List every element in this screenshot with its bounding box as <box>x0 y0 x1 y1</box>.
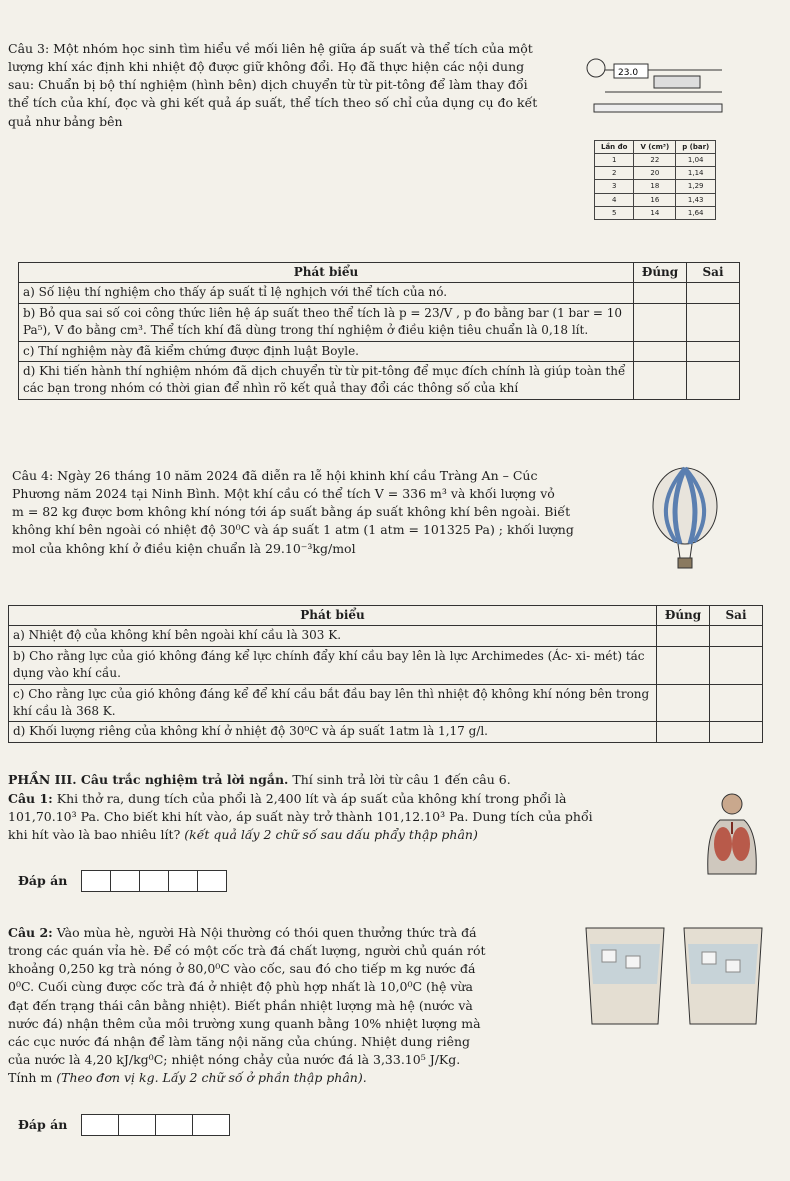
q4-line-1: Câu 4: Ngày 26 tháng 10 năm 2024 đã diễn ra lễ hội khinh khí cầu Tràng An – Cúc <box>12 468 538 483</box>
hot-air-balloon-figure <box>650 466 720 576</box>
q2-answer-row <box>18 1114 230 1136</box>
q2-text-1: Vào mùa hè, người Hà Nội thường có thói quen thưởng thức trà đá <box>52 925 477 940</box>
q2-line-1 <box>8 924 583 942</box>
q2-label: Câu 2: <box>8 925 53 940</box>
q3-line-5: quả như bảng bên <box>8 113 123 129</box>
cell: 20 <box>634 167 676 180</box>
false-checkbox-d[interactable] <box>687 361 740 399</box>
answer-box[interactable] <box>168 870 197 892</box>
q2-hint: (Theo đơn vị kg. Lấy 2 chữ số ở phần thập phân). <box>56 1070 367 1085</box>
q3-line-3: sau: Chuẩn bị bộ thí nghiệm (hình bên) dịch chuyển từ từ pit-tông để làm thay đổi <box>8 77 528 93</box>
data-col-lan: Lần đo <box>595 141 634 154</box>
q2-line-8: của nước là 4,20 kJ/kg⁰C; nhiệt nóng chảy của nước đá là 3,33.10⁵ J/Kg. <box>8 1051 461 1067</box>
q1-line-3 <box>8 826 668 844</box>
tf-header-true: Đúng <box>657 606 710 626</box>
q2-text-9: Tính m <box>8 1070 57 1085</box>
answer-box[interactable] <box>118 1114 155 1136</box>
lungs-icon <box>700 792 764 876</box>
q1-block <box>8 790 668 844</box>
part3-heading <box>8 771 708 789</box>
cell: 5 <box>595 206 634 219</box>
table-row <box>595 206 716 219</box>
gauge-reading: 23.0 <box>618 68 639 78</box>
statement-d: d) Khối lượng riêng của không khí ở nhiệt độ 30⁰C và áp suất 1atm là 1,17 g/l. <box>9 722 657 742</box>
tf-header-statement: Phát biểu <box>9 606 657 626</box>
q2-line-2: trong các quán vỉa hè. Để có một cốc trà đá chất lượng, người chủ quán rót <box>8 943 486 959</box>
q3-apparatus-figure <box>584 42 734 122</box>
answer-box[interactable] <box>155 1114 192 1136</box>
answer-box[interactable] <box>81 1114 118 1136</box>
cell: 1,43 <box>676 193 716 206</box>
cell: 3 <box>595 180 634 193</box>
ice-tea-glasses-figure <box>582 924 766 1030</box>
false-checkbox-c[interactable] <box>710 684 763 722</box>
tf-header-true: Đúng <box>634 263 687 283</box>
q4-line-2: Phương năm 2024 tại Ninh Bình. Một khí cầu có thể tích V = 336 m³ và khối lượng vỏ <box>12 486 555 502</box>
q4-line-5: mol của không khí ở điều kiện chuẩn là 29.10⁻³kg/mol <box>12 540 356 556</box>
tf-header-false: Sai <box>710 606 763 626</box>
q2-line-7: các cục nước đá nhận để làm tăng nội năng của chúng. Nhiệt dung riêng <box>8 1033 471 1049</box>
false-checkbox-a[interactable] <box>710 626 763 646</box>
answer-box[interactable] <box>139 870 168 892</box>
cell: 1,29 <box>676 180 716 193</box>
statement-b: b) Cho rằng lực của gió không đáng kể lực chính đẩy khí cầu bay lên là lực Archimedes (Ác- xi- mét) tác dụng vào khí cầu. <box>9 646 657 684</box>
q3-line-2: lượng khí xác định khi nhiệt độ được giữ không đổi. Họ đã thực hiện các nội dung <box>8 59 525 75</box>
q3-data-table-wrap <box>594 140 716 220</box>
tf-header-statement: Phát biểu <box>19 263 634 283</box>
q2-line-3: khoảng 0,250 kg trà nóng ở 80,0⁰C vào cốc, sau đó cho tiếp m kg nước đá <box>8 961 476 977</box>
q2-line-6: nước đá) nhận thêm của môi trường xung quanh bằng 10% nhiệt lượng mà <box>8 1015 481 1031</box>
statement-a: a) Nhiệt độ của không khí bên ngoài khí cầu là 303 K. <box>9 626 657 646</box>
cell: 14 <box>634 206 676 219</box>
cell: 4 <box>595 193 634 206</box>
table-row <box>595 180 716 193</box>
statement-a: a) Số liệu thí nghiệm cho thấy áp suất tỉ lệ nghịch với thể tích của nó. <box>19 283 634 303</box>
false-checkbox-d[interactable] <box>710 722 763 742</box>
false-checkbox-a[interactable] <box>687 283 740 303</box>
true-checkbox-c[interactable] <box>657 684 710 722</box>
part3-title: PHẦN III. Câu trắc nghiệm trả lời ngắn. <box>8 772 289 787</box>
q1-line-2: 101,70.10³ Pa. Cho biết khi hít vào, áp suất này trở thành 101,12.10³ Pa. Dung tích của phổi <box>8 809 593 825</box>
true-checkbox-a[interactable] <box>657 626 710 646</box>
cell: 1,04 <box>676 154 716 167</box>
q1-answer-boxes <box>81 870 227 892</box>
statement-c: c) Cho rằng lực của gió không đáng kể để khí cầu bắt đầu bay lên thì nhiệt độ không khí nóng bên trong khí cầu là 368 K. <box>9 684 657 722</box>
true-checkbox-b[interactable] <box>634 303 687 341</box>
answer-box[interactable] <box>192 1114 230 1136</box>
cell: 1 <box>595 154 634 167</box>
cell: 1,14 <box>676 167 716 180</box>
table-row <box>19 303 740 341</box>
q4-line-3: m = 82 kg được bơm không khí nóng tới áp suất bằng áp suất không khí bên ngoài. Biết <box>12 504 571 520</box>
q3-data-table <box>594 140 716 220</box>
q2-answer-label: Đáp án <box>18 1116 68 1132</box>
q1-hint: (kết quả lấy 2 chữ số sau dấu phẩy thập phân) <box>184 827 478 843</box>
q1-answer-label: Đáp án <box>18 872 68 888</box>
table-row <box>595 193 716 206</box>
q3-tf-table <box>18 262 740 400</box>
true-checkbox-a[interactable] <box>634 283 687 303</box>
q2-answer-boxes <box>81 1114 230 1136</box>
syringe-gauge-icon <box>584 42 734 122</box>
answer-box[interactable] <box>110 870 139 892</box>
true-checkbox-d[interactable] <box>657 722 710 742</box>
statement-d: d) Khi tiến hành thí nghiệm nhóm đã dịch chuyển từ từ pit-tông để mục đích chính là giúp toàn thể các bạn trong nhóm có thời gian để nhìn rõ kết quả thay đổi các thông số của khí <box>19 361 634 399</box>
cell: 1,64 <box>676 206 716 219</box>
statement-c: c) Thí nghiệm này đã kiểm chứng được định luật Boyle. <box>19 341 634 361</box>
tf-header-false: Sai <box>687 263 740 283</box>
true-checkbox-b[interactable] <box>657 646 710 684</box>
table-row <box>9 626 763 646</box>
false-checkbox-b[interactable] <box>687 303 740 341</box>
hot-air-balloon-icon <box>650 466 720 576</box>
cell: 16 <box>634 193 676 206</box>
true-checkbox-c[interactable] <box>634 341 687 361</box>
q1-line-1 <box>8 790 668 808</box>
q2-line-5: đạt đến trạng thái cân bằng nhiệt). Biết phần nhiệt lượng mà hệ (nước và <box>8 997 473 1013</box>
table-row <box>19 283 740 303</box>
q3-line-1: Câu 3: Một nhóm học sinh tìm hiểu về mối liên hệ giữa áp suất và thể tích của một <box>8 41 533 56</box>
q1-label: Câu 1: <box>8 791 53 806</box>
table-row <box>19 341 740 361</box>
data-col-p: p (bar) <box>676 141 716 154</box>
table-row <box>595 167 716 180</box>
cell: 18 <box>634 180 676 193</box>
table-row <box>595 154 716 167</box>
false-checkbox-c[interactable] <box>687 341 740 361</box>
ice-tea-glass-icon <box>582 924 766 1030</box>
false-checkbox-b[interactable] <box>710 646 763 684</box>
data-col-v: V (cm³) <box>634 141 676 154</box>
q3-intro <box>8 40 588 131</box>
table-row <box>9 646 763 684</box>
q3-line-4: thể tích của khí, đọc và ghi kết quả áp suất, thể tích theo số chỉ của dụng cụ đo kết <box>8 95 538 111</box>
q1-text-3: khi hít vào là bao nhiêu lít? <box>8 827 185 843</box>
answer-box[interactable] <box>81 870 110 892</box>
table-row <box>19 361 740 399</box>
q4-tf-table <box>8 605 763 743</box>
q2-block <box>8 924 583 1087</box>
answer-box[interactable] <box>197 870 227 892</box>
q1-answer-row <box>18 870 227 892</box>
cell: 2 <box>595 167 634 180</box>
true-checkbox-d[interactable] <box>634 361 687 399</box>
part3-instruction: Thí sinh trả lời từ câu 1 đến câu 6. <box>288 772 511 787</box>
q2-line-4: 0⁰C. Cuối cùng được cốc trà đá ở nhiệt độ phù hợp nhất là 10,0⁰C (hệ vừa <box>8 979 473 995</box>
cell: 22 <box>634 154 676 167</box>
q1-text-1: Khi thở ra, dung tích của phổi là 2,400 lít và áp suất của không khí trong phổi là <box>52 791 567 806</box>
q4-intro <box>12 467 642 558</box>
table-row <box>9 722 763 742</box>
lungs-figure <box>700 792 764 876</box>
statement-b: b) Bỏ qua sai số coi công thức liên hệ áp suất theo thể tích là p = 23/V , p đo bằng bar (1 bar = 10 Pa⁵), V đo bằng cm³. Thể tích khí đã dùng trong thí nghiệm ở điều kiện tiêu chuẩn là 0,18 lít. <box>19 303 634 341</box>
q2-line-9 <box>8 1069 583 1087</box>
table-row <box>9 684 763 722</box>
q4-line-4: không khí bên ngoài có nhiệt độ 30⁰C và áp suất 1 atm (1 atm = 101325 Pa) ; khối lượng <box>12 522 574 538</box>
